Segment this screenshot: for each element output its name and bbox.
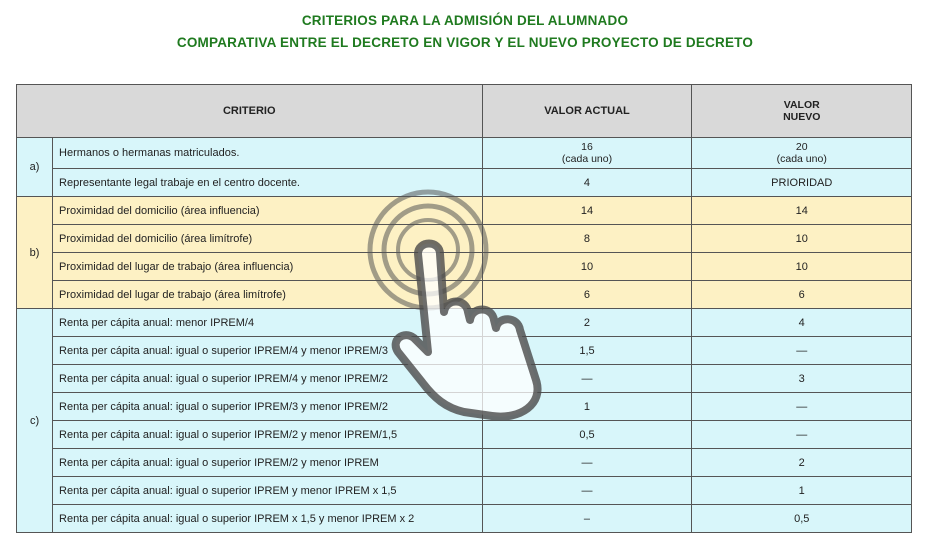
valor-nuevo-cell: — (692, 337, 912, 365)
valor-nuevo-cell: — (692, 421, 912, 449)
header-valor-actual: VALOR ACTUAL (482, 85, 692, 138)
valor-nuevo-cell: 2 (692, 449, 912, 477)
valor-nuevo-cell: 1 (692, 477, 912, 505)
table-row (17, 421, 912, 449)
criterio-cell: Renta per cápita anual: igual o superior IPREM/2 y menor IPREM (53, 449, 482, 477)
group-label-a: a) (17, 138, 53, 197)
criterio-cell: Proximidad del lugar de trabajo (área limítrofe) (53, 281, 482, 309)
valor-actual-cell: 14 (482, 197, 692, 225)
table-row (17, 337, 912, 365)
title-line-2: COMPARATIVA ENTRE EL DECRETO EN VIGOR Y EL NUEVO PROYECTO DE DECRETO (176, 35, 754, 50)
criterio-cell: Renta per cápita anual: igual o superior IPREM/2 y menor IPREM/1,5 (53, 421, 482, 449)
criterio-cell: Proximidad del lugar de trabajo (área influencia) (53, 253, 482, 281)
valor-actual-cell: 1,5 (482, 337, 692, 365)
criterio-cell: Renta per cápita anual: igual o superior IPREM y menor IPREM x 1,5 (53, 477, 482, 505)
valor-nuevo-cell: 10 (692, 253, 912, 281)
table-row (17, 309, 912, 337)
criterio-cell: Representante legal trabaje en el centro docente. (53, 169, 482, 197)
header-valor-nuevo-line2: NUEVO (783, 111, 821, 123)
valor-nuevo-cell (692, 138, 912, 169)
valor-actual-cell: — (482, 477, 692, 505)
table-row (17, 281, 912, 309)
criterio-cell: Proximidad del domicilio (área limítrofe) (53, 225, 482, 253)
group-label-c: c) (17, 309, 53, 533)
criterio-cell: Renta per cápita anual: igual o superior IPREM/3 y menor IPREM/2 (53, 393, 482, 421)
table-row (17, 253, 912, 281)
group-label-b: b) (17, 197, 53, 309)
valor-actual-cell: — (482, 449, 692, 477)
document-title (0, 10, 930, 54)
title-line-1: CRITERIOS PARA LA ADMISIÓN DEL ALUMNADO (301, 13, 629, 28)
criterio-cell: Renta per cápita anual: menor IPREM/4 (53, 309, 482, 337)
table-row (17, 505, 912, 533)
valor-actual-cell: 4 (482, 169, 692, 197)
criterio-cell: Renta per cápita anual: igual o superior IPREM/4 y menor IPREM/3 (53, 337, 482, 365)
table-row (17, 169, 912, 197)
valor-actual-cell: 6 (482, 281, 692, 309)
valor-nuevo-cell: 10 (692, 225, 912, 253)
criterio-cell: Renta per cápita anual: igual o superior IPREM/4 y menor IPREM/2 (53, 365, 482, 393)
valor-nuevo-cell: 6 (692, 281, 912, 309)
valor-nuevo-note: (cada uno) (776, 153, 827, 165)
valor-actual-cell: 8 (482, 225, 692, 253)
criterio-cell: Proximidad del domicilio (área influencia) (53, 197, 482, 225)
table-row (17, 449, 912, 477)
valor-actual-note: (cada uno) (561, 153, 613, 165)
criteria-table (16, 84, 912, 533)
table-row (17, 138, 912, 169)
valor-nuevo-cell: — (692, 393, 912, 421)
valor-actual-cell: 1 (482, 393, 692, 421)
valor-nuevo-cell: 14 (692, 197, 912, 225)
table-row (17, 197, 912, 225)
criterio-cell: Renta per cápita anual: igual o superior IPREM x 1,5 y menor IPREM x 2 (53, 505, 482, 533)
valor-actual-cell: 0,5 (482, 421, 692, 449)
table-header-row (17, 85, 912, 138)
valor-actual-cell: – (482, 505, 692, 533)
table-row (17, 477, 912, 505)
valor-actual-cell (482, 138, 692, 169)
header-valor-nuevo (692, 85, 912, 138)
valor-actual-value: 16 (581, 141, 593, 153)
criterio-cell: Hermanos o hermanas matriculados. (53, 138, 482, 169)
valor-actual-cell: 2 (482, 309, 692, 337)
valor-nuevo-cell: 4 (692, 309, 912, 337)
valor-nuevo-value: 20 (795, 141, 808, 153)
header-criterio: CRITERIO (17, 85, 483, 138)
valor-nuevo-cell: PRIORIDAD (692, 169, 912, 197)
table-row (17, 225, 912, 253)
header-valor-nuevo-line1: VALOR (783, 99, 820, 111)
table-row (17, 365, 912, 393)
valor-nuevo-cell: 3 (692, 365, 912, 393)
table-row (17, 393, 912, 421)
valor-actual-cell: — (482, 365, 692, 393)
valor-nuevo-cell: 0,5 (692, 505, 912, 533)
valor-actual-cell: 10 (482, 253, 692, 281)
